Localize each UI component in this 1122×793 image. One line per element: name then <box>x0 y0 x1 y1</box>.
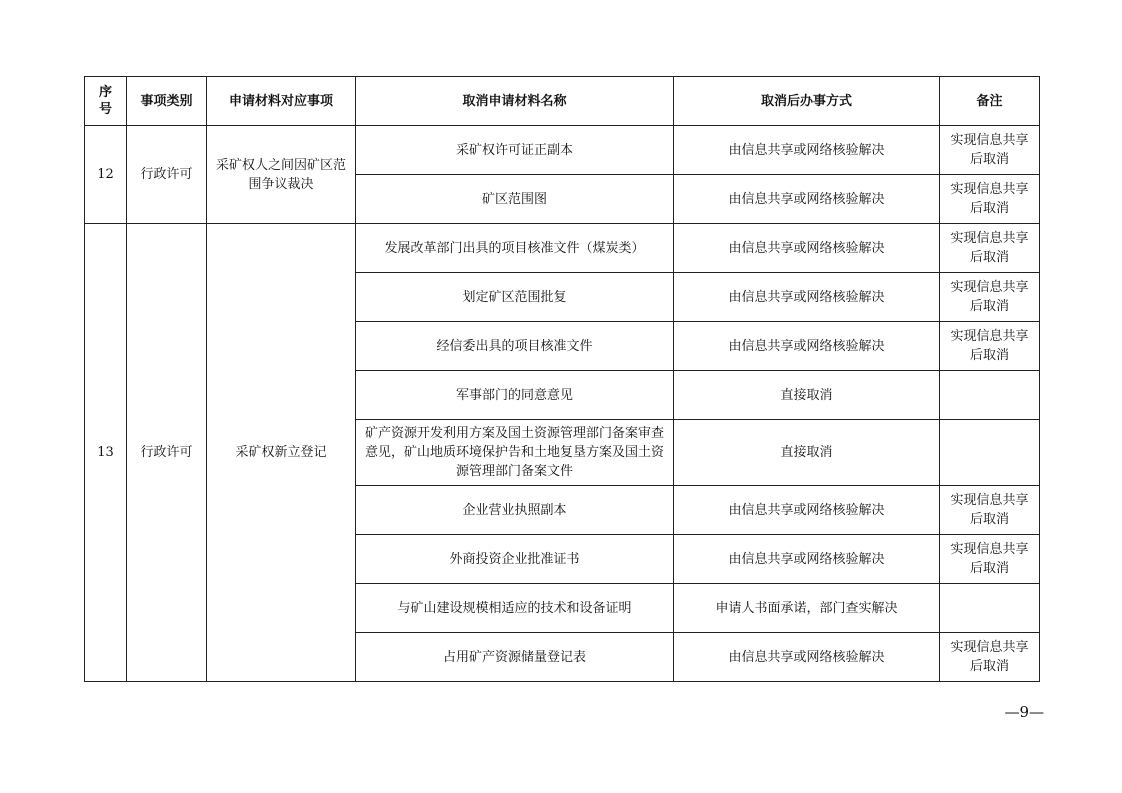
row-method: 申请人书面承诺，部门查实解决 <box>674 584 940 633</box>
row-material: 外商投资企业批准证书 <box>356 535 674 584</box>
header-no: 序号 <box>85 77 127 126</box>
row-matter: 采矿权人之间因矿区范围争议裁决 <box>207 126 356 224</box>
row-category: 行政许可 <box>127 126 207 224</box>
row-method: 直接取消 <box>674 371 940 420</box>
row-method: 由信息共享或网络核验解决 <box>674 175 940 224</box>
row-remark <box>940 371 1040 420</box>
table-row <box>85 126 1040 175</box>
row-remark <box>940 420 1040 486</box>
row-method: 由信息共享或网络核验解决 <box>674 224 940 273</box>
header-method: 取消后办事方式 <box>674 77 940 126</box>
row-remark: 实现信息共享后取消 <box>940 273 1040 322</box>
row-remark <box>940 584 1040 633</box>
row-method: 由信息共享或网络核验解决 <box>674 322 940 371</box>
page-number: —9— <box>1004 703 1044 721</box>
header-matter: 申请材料对应事项 <box>207 77 356 126</box>
materials-table <box>84 76 1040 682</box>
row-category: 行政许可 <box>127 224 207 682</box>
row-remark: 实现信息共享后取消 <box>940 486 1040 535</box>
row-material: 企业营业执照副本 <box>356 486 674 535</box>
row-material: 矿区范围图 <box>356 175 674 224</box>
header-material: 取消申请材料名称 <box>356 77 674 126</box>
row-remark: 实现信息共享后取消 <box>940 322 1040 371</box>
row-material: 与矿山建设规模相适应的技术和设备证明 <box>356 584 674 633</box>
row-material: 划定矿区范围批复 <box>356 273 674 322</box>
row-material: 发展改革部门出具的项目核准文件（煤炭类） <box>356 224 674 273</box>
row-material: 矿产资源开发利用方案及国土资源管理部门备案审查意见，矿山地质环境保护告和土地复垦方案及国土资源管理部门备案文件 <box>356 420 674 486</box>
row-material: 采矿权许可证正副本 <box>356 126 674 175</box>
row-method: 由信息共享或网络核验解决 <box>674 126 940 175</box>
row-method: 直接取消 <box>674 420 940 486</box>
row-remark: 实现信息共享后取消 <box>940 175 1040 224</box>
row-remark: 实现信息共享后取消 <box>940 633 1040 682</box>
row-remark: 实现信息共享后取消 <box>940 224 1040 273</box>
row-remark: 实现信息共享后取消 <box>940 535 1040 584</box>
header-category: 事项类别 <box>127 77 207 126</box>
row-material: 经信委出具的项目核准文件 <box>356 322 674 371</box>
row-method: 由信息共享或网络核验解决 <box>674 486 940 535</box>
header-remark: 备注 <box>940 77 1040 126</box>
row-material: 军事部门的同意意见 <box>356 371 674 420</box>
row-method: 由信息共享或网络核验解决 <box>674 633 940 682</box>
header-row <box>85 77 1040 126</box>
table-row <box>85 224 1040 273</box>
row-matter: 采矿权新立登记 <box>207 224 356 682</box>
row-method: 由信息共享或网络核验解决 <box>674 535 940 584</box>
row-material: 占用矿产资源储量登记表 <box>356 633 674 682</box>
row-number: 12 <box>85 126 127 224</box>
row-remark: 实现信息共享后取消 <box>940 126 1040 175</box>
row-number: 13 <box>85 224 127 682</box>
row-method: 由信息共享或网络核验解决 <box>674 273 940 322</box>
